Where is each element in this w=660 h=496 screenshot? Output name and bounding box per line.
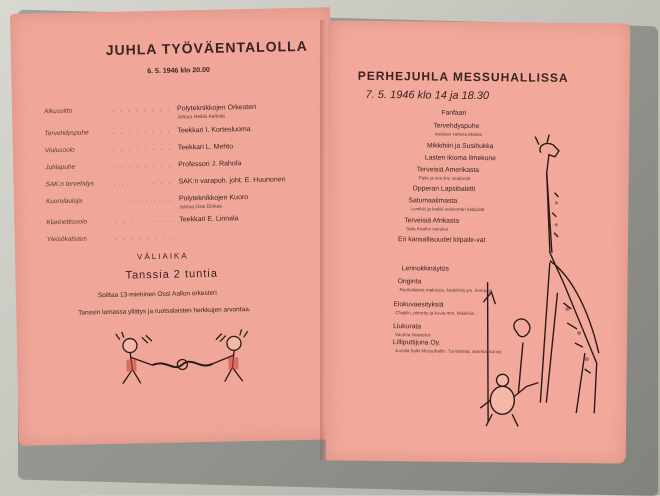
right-page bbox=[326, 20, 631, 463]
left-title: JUHLA TYÖVÄENTALOLLA bbox=[105, 37, 308, 59]
left-program-label: Viulusoolo bbox=[44, 146, 75, 155]
leader-dots: . . . . . . . . bbox=[112, 144, 173, 153]
right-program-item: Onginta bbox=[397, 278, 422, 286]
left-date: 6. 5. 1946 klo 20.00 bbox=[147, 66, 210, 76]
left-program-label: Kuorolauluja bbox=[45, 197, 83, 206]
left-program-label: Alkusoitto bbox=[43, 107, 73, 116]
right-program-sub: teekkari Helena Malmo bbox=[435, 131, 483, 138]
right-program-item: Mikkihiiri ja Susihukka bbox=[426, 142, 494, 151]
left-program-value: Teekkari I. Kortesluoma bbox=[177, 125, 251, 135]
right-program-sub: Junalla halki Messuhallin. Tunneleita, asemia, kurvia bbox=[394, 348, 502, 355]
right-program-item: Elokuvaesityksiä bbox=[393, 301, 444, 309]
leader-dots: . . . . . . . . bbox=[113, 161, 173, 170]
right-program-sub: Vauhtia ilmaseksi bbox=[394, 332, 431, 338]
right-program-item: Lasten ikioma ilmekone bbox=[424, 154, 496, 163]
surprise-line: Tanssin lomassa yllätys ja ruotsalaisten herkkujen arvontaa. bbox=[78, 306, 251, 317]
left-program-label: SAK:n tervehdys bbox=[45, 180, 95, 189]
right-program-item: Fanfaari bbox=[441, 109, 467, 117]
left-program-value: Professori J. Rahola bbox=[178, 160, 242, 169]
right-program-sub: Lumikki ja kaikki seitsemän kääpiötä bbox=[410, 206, 485, 213]
left-program-sub: Johtaa Ossi Elokas bbox=[179, 203, 222, 211]
left-program-sub: Johtaa Heikki Aaltoila bbox=[177, 113, 225, 121]
right-date: 7. 5. 1946 klo 14 ja 18.30 bbox=[365, 88, 490, 103]
right-program-sub: Sata Kirahvi vanulee bbox=[406, 226, 449, 232]
dance-line: Soittaa 13-miehinen Ossi Aallon orkesteri bbox=[97, 289, 217, 300]
giraffe-illustration bbox=[466, 132, 629, 434]
leader-dots: . . . . . . . . bbox=[113, 178, 173, 187]
right-program-item: Lilliputtijuna Oy. bbox=[392, 339, 441, 347]
right-program-item: Liukurata bbox=[393, 323, 422, 331]
right-program-item: Opperan Lapsibaletti bbox=[412, 185, 476, 193]
left-program-value: Teekkari E. Linnala bbox=[179, 215, 239, 224]
right-program-item: Tervehdyspuhe bbox=[433, 122, 480, 131]
left-program-label: Yleisökatsaus bbox=[46, 235, 87, 244]
left-program-value: Teekkari L. Mehto bbox=[177, 143, 234, 152]
intermission-label: VÄLIAIKA bbox=[137, 251, 189, 262]
right-program-sub: Chaplin, piirretty ja kuvia mm. Mikkihiiri bbox=[395, 310, 475, 316]
right-program-sub: Paile ja ave-bry soapuvat bbox=[418, 175, 471, 181]
dance-title: Tanssia 2 tuntia bbox=[125, 267, 219, 282]
tug-of-war-illustration bbox=[112, 329, 263, 392]
leader-dots: . . . . . . . . bbox=[112, 127, 172, 136]
right-program-item: Eri kansallisuudet kilpaile-vat bbox=[397, 236, 486, 245]
left-program-label: Juhlapuhe bbox=[45, 163, 76, 172]
left-program-label: Klarinettisoolo bbox=[46, 218, 88, 227]
leader-dots: . . . . . . . . bbox=[114, 233, 174, 242]
left-program-value: Polyteknikkojen Kuoro bbox=[178, 194, 249, 203]
right-program-sub: Ruotsalaisia makeisia, kedelintä ym. herkkuja bbox=[399, 287, 493, 294]
leader-dots: . . . . . . . . bbox=[111, 105, 172, 114]
right-program-item: Terveisiä Afrikasta bbox=[404, 217, 460, 225]
left-page bbox=[10, 7, 339, 446]
right-title: PERHEJUHLA MESSUHALLISSA bbox=[357, 68, 569, 85]
right-program-item: Lennokkinäytös bbox=[401, 265, 449, 273]
right-program-item: Satumaailmasta bbox=[408, 197, 458, 205]
left-program-value: SAK:n varapuh. joht. E. Huunonen bbox=[178, 176, 286, 186]
leader-dots: . . . . . . . . bbox=[113, 195, 174, 204]
right-program-item: Terveisiä Amerikasta bbox=[416, 166, 480, 175]
left-program-value: Polyteknikkojen Orkesteri bbox=[176, 103, 257, 113]
leader-dots: . . . . . . . . bbox=[114, 216, 174, 225]
left-program-label: Tervehdyspuhe bbox=[44, 129, 89, 138]
